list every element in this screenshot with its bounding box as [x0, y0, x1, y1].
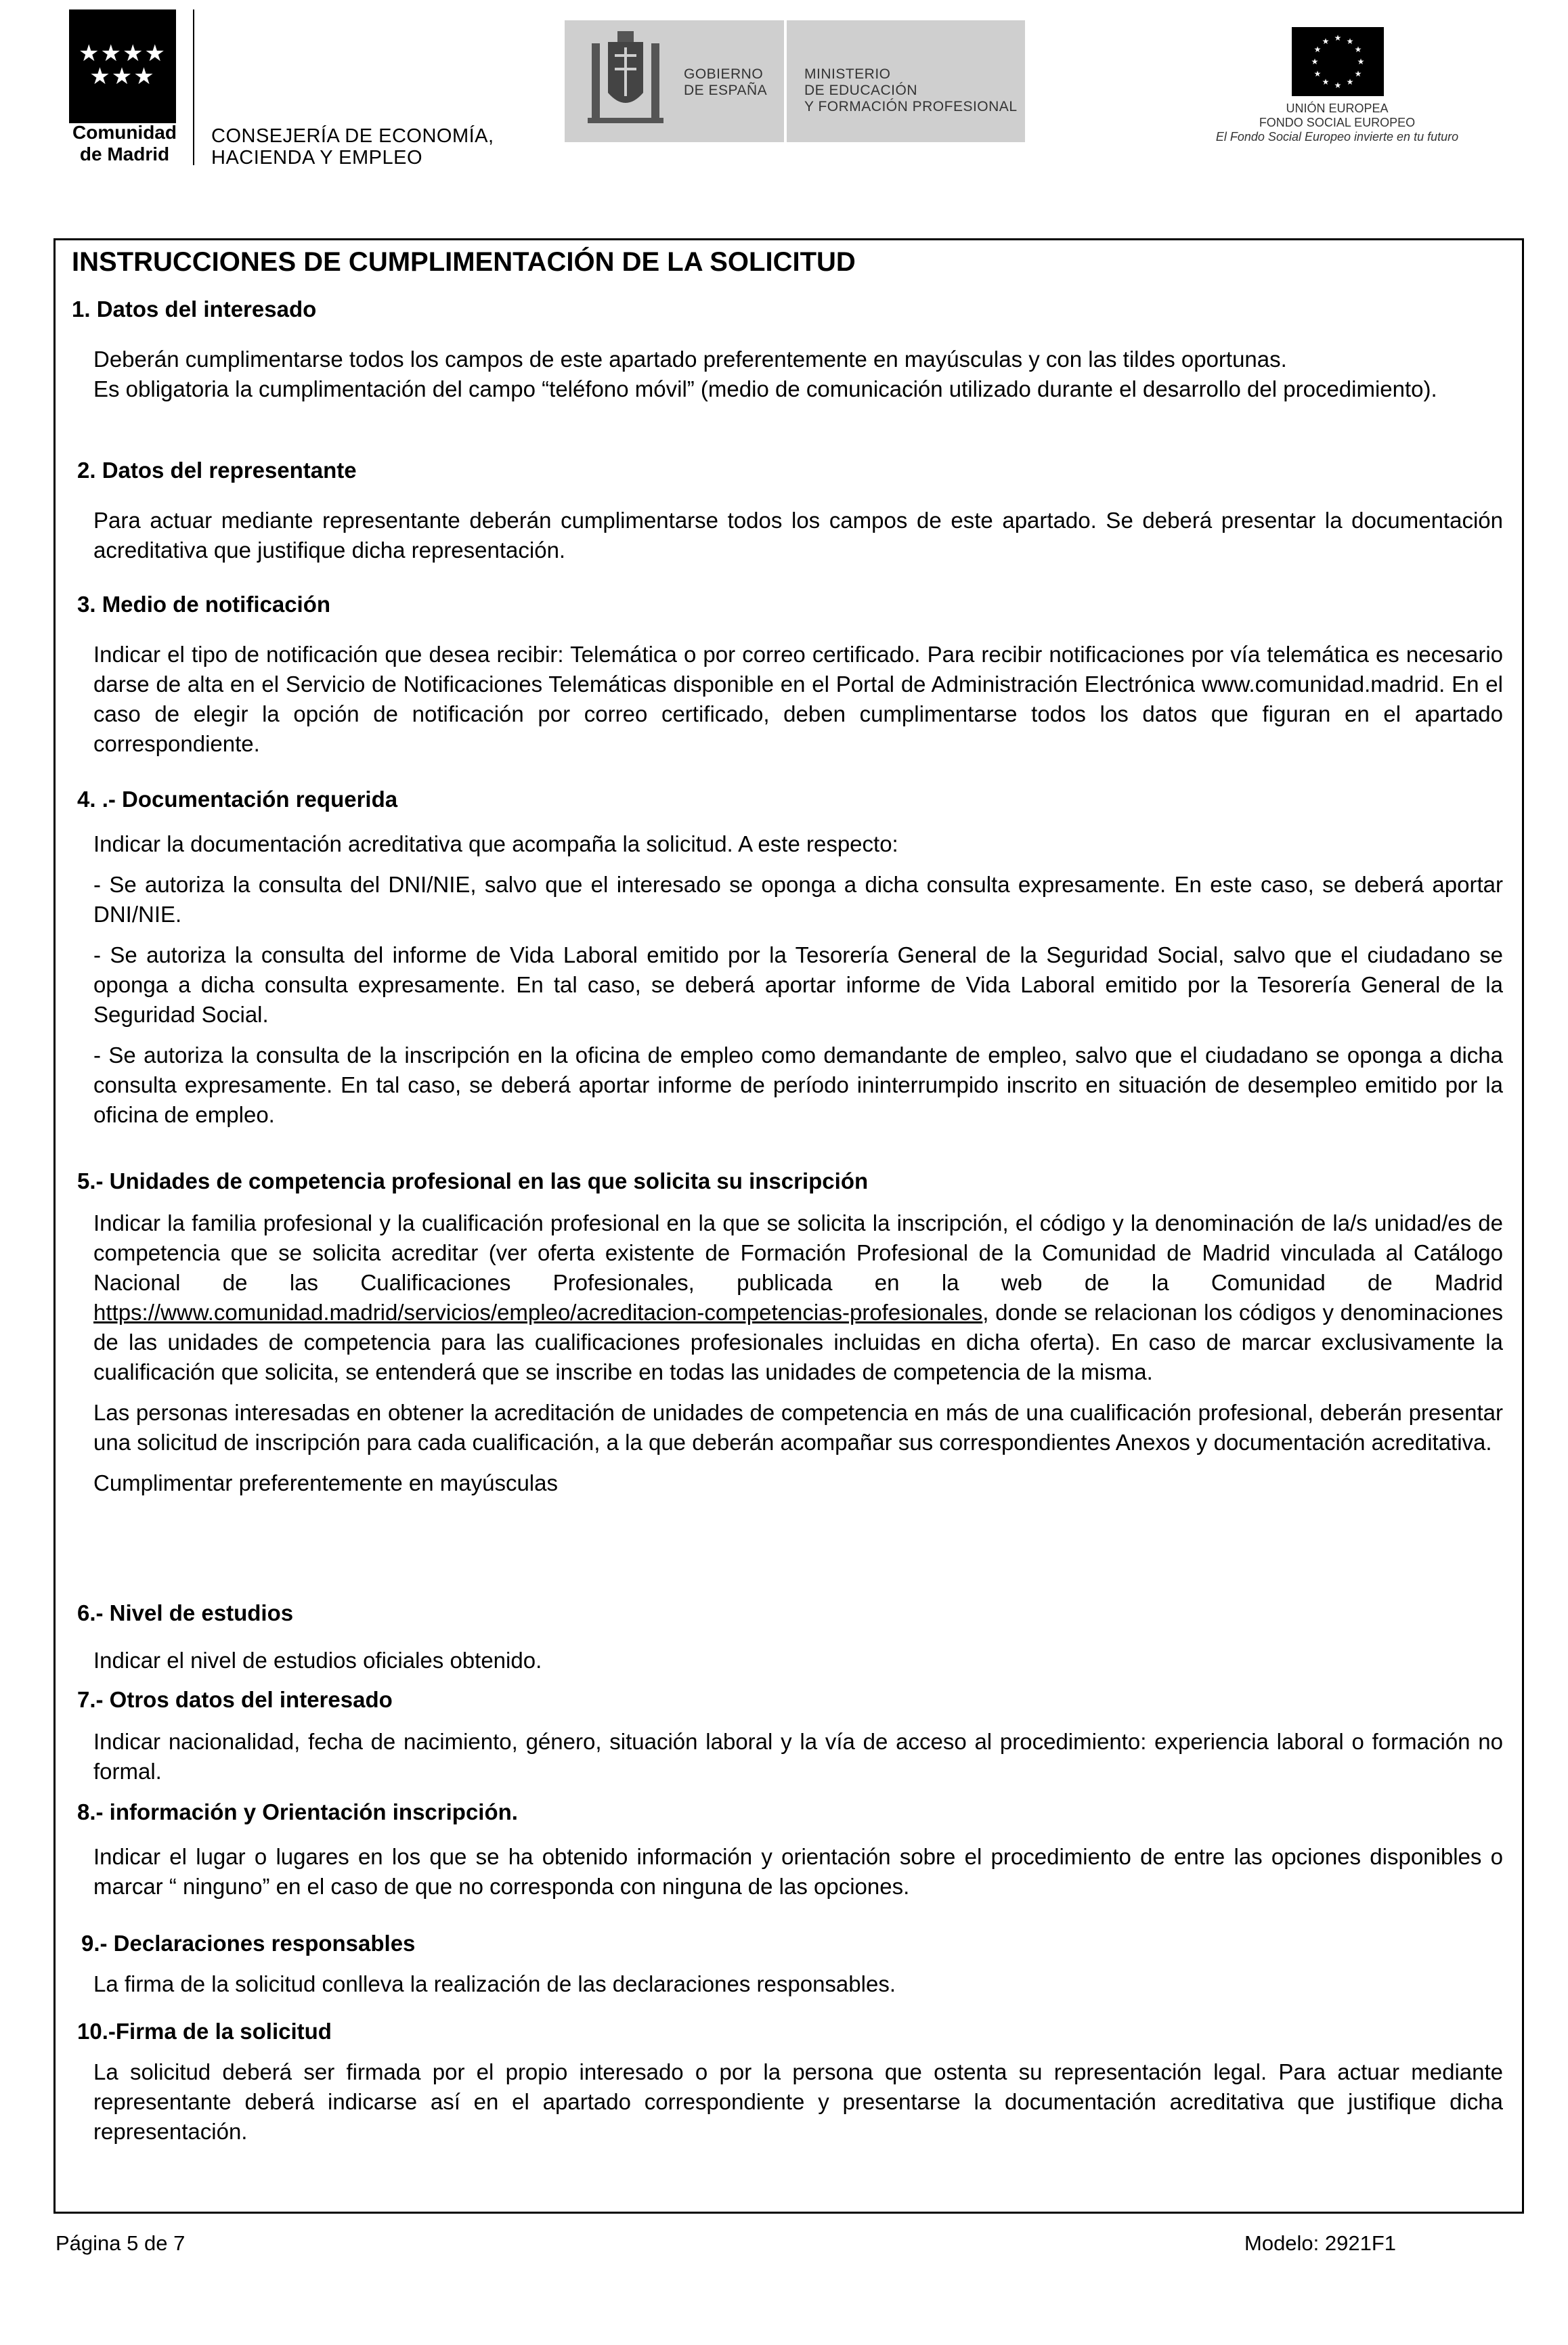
consejeria-line2: HACIENDA Y EMPLEO — [211, 147, 423, 169]
section-text: Para actuar mediante representante deberán cumplimentarse todos los campos de este apartado. Se deberá presentar la documentación acreditativa que justifique dicha representación. — [93, 508, 1503, 563]
section-text: Las personas interesadas en obtener la acreditación de unidades de competencia en más de una cualificación profesional, deberán presentar una solicitud de inscripción para cada cualificación, a la que deberán acompañar sus correspondientes Anexos y documentación acreditativa. — [93, 1400, 1503, 1455]
svg-text:★: ★ — [1346, 77, 1354, 87]
section-text: - Se autoriza la consulta del informe de Vida Laboral emitido por la Tesorería General de la Seguridad Social, salvo que el ciudadano se oponga a dicha consulta expresamente. En tal caso, se deberá aportar informe de Vida Laboral emitido por la Tesorería General de la Seguridad Social. — [93, 942, 1503, 1027]
section-nivel-estudios — [72, 1600, 1503, 1675]
section-text: Indicar la documentación acreditativa que acompaña la solicitud. A este respecto: — [93, 831, 898, 856]
svg-text:★: ★ — [1354, 69, 1362, 79]
header-divider — [193, 9, 194, 165]
coat-of-arms-icon — [588, 28, 663, 130]
svg-text:★: ★ — [1313, 45, 1322, 54]
section-text: Indicar nacionalidad, fecha de nacimiento, género, situación laboral y la vía de acceso al procedimiento: experiencia laboral o formación no formal. — [93, 1729, 1503, 1784]
consejeria-line1: CONSEJERÍA DE ECONOMÍA, — [211, 125, 494, 147]
section-unidades-competencia — [72, 1168, 1503, 1498]
svg-text:★: ★ — [1357, 57, 1365, 66]
section-heading: 5.- Unidades de competencia profesional en las que solicita su inscripción — [77, 1168, 869, 1193]
section-datos-interesado — [72, 296, 1503, 404]
section-text: Cumplimentar preferentemente en mayúsculas — [93, 1470, 558, 1495]
ministerio-line1: MINISTERIO — [804, 66, 891, 82]
section-text: Indicar el lugar o lugares en los que se ha obtenido información y orientación sobre el procedimiento de entre las opciones disponibles o marcar “ ninguno” en el caso de que no corresponda con ninguna de las opciones. — [93, 1844, 1503, 1899]
page-number: Página 5 de 7 — [56, 2231, 186, 2255]
section-text: La firma de la solicitud conlleva la realización de las declaraciones responsables. — [93, 1971, 896, 1996]
madrid-stars-icon: ★★★★ ★★★ — [79, 40, 167, 90]
model-code: Modelo: 2921F1 — [1244, 2231, 1397, 2255]
eu-text — [1212, 102, 1462, 144]
section-heading: 3. Medio de notificación — [77, 592, 331, 617]
section-otros-datos — [72, 1686, 1503, 1787]
section-datos-representante — [72, 457, 1503, 565]
ministerio-line2: DE EDUCACIÓN — [804, 83, 918, 98]
section-heading: 9.- Declaraciones responsables — [81, 1931, 416, 1956]
svg-text:★: ★ — [1313, 69, 1322, 79]
section-text: - Se autoriza la consulta del DNI/NIE, salvo que el interesado se oponga a dicha consulta expresamente. En este caso, se deberá aportar DNI/NIE. — [93, 872, 1503, 927]
comunidad-madrid-logo — [69, 9, 176, 123]
eu-line2: FONDO SOCIAL EUROPEO — [1259, 116, 1416, 129]
svg-text:★: ★ — [1322, 77, 1330, 87]
gobierno-line1: GOBIERNO — [684, 66, 764, 82]
banner-separator — [784, 20, 787, 142]
section-firma — [72, 2018, 1503, 2147]
section-heading: 1. Datos del interesado — [72, 297, 317, 322]
section-text: Es obligatoria la cumplimentación del campo “teléfono móvil” (medio de comunicación utilizado durante el desarrollo del procedimiento). — [93, 376, 1437, 401]
page-title: INSTRUCCIONES DE CUMPLIMENTACIÓN DE LA SOLICITUD — [72, 247, 856, 277]
ministerio-text — [804, 66, 1018, 115]
madrid-name-line2: de Madrid — [79, 144, 170, 165]
section-informacion-orientacion — [72, 1799, 1503, 1902]
svg-text:★: ★ — [1354, 45, 1362, 54]
catalogo-link[interactable]: https://www.comunidad.madrid/servicios/empleo/acreditacion-competencias-profesionales — [93, 1300, 983, 1325]
section-text: Indicar el tipo de notificación que desea recibir: Telemática o por correo certificado. Para recibir notificaciones por vía telemática es necesario darse de alta en el Servicio de Notificaciones Telemáticas disponible en el Portal de Administración Electrónica www.comunidad.madrid. En el caso de elegir la opción de notificación por correo certificado, deben cumplimentarse todos los datos que figuran en el apartado correspondiente. — [93, 642, 1503, 756]
madrid-name-line1: Comunidad — [72, 122, 177, 143]
svg-text:★: ★ — [1322, 37, 1330, 46]
section-text: La solicitud deberá ser firmada por el propio interesado o por la persona que ostenta su representación legal. Para actuar mediante representante deberá indicarse así en el apartado correspondiente y presentarse la documentación acreditativa que justifique dicha representación. — [93, 2059, 1503, 2144]
section-text — [72, 1208, 1503, 1387]
section-heading: 6.- Nivel de estudios — [77, 1600, 294, 1625]
gobierno-text — [684, 66, 767, 99]
instructions-frame — [53, 238, 1524, 2214]
text-fragment: , donde se relacionan los códigos y denominaciones de las unidades de competencia para las cualificaciones profesionales incluidas en dicha oferta). En caso de marcar exclusivamente la cualificación que solicita, se entenderá que se inscribe en todas las unidades de competencia de la misma. — [93, 1300, 1503, 1384]
ministerio-line3: Y FORMACIÓN PROFESIONAL — [804, 99, 1018, 114]
gobierno-line2: DE ESPAÑA — [684, 83, 768, 98]
svg-text:★: ★ — [1346, 37, 1354, 46]
section-heading: 8.- información y Orientación inscripción. — [77, 1799, 518, 1824]
section-heading: 2. Datos del representante — [77, 458, 357, 483]
section-documentacion — [72, 786, 1503, 1130]
section-medio-notificacion — [72, 591, 1503, 759]
section-declaraciones — [72, 1930, 1503, 1999]
section-text: Deberán cumplimentarse todos los campos de este apartado preferentemente en mayúsculas y con las tildes oportunas. — [93, 347, 1287, 372]
text-fragment: Indicar la familia profesional y la cualificación profesional en la que se solicita la inscripción, el código y la denominación de la/s unidad/es de competencia que se solicita acreditar (ver oferta existente de Formación Profesional de la Comunidad de Madrid vinculada al Catálogo Nacional de las Cualificaciones Profesionales, publicada en la web de la Comunidad de Madrid — [93, 1210, 1503, 1295]
section-text: Indicar el nivel de estudios oficiales obtenido. — [93, 1648, 542, 1673]
eu-flag-icon — [1292, 27, 1384, 96]
section-heading: 4. .- Documentación requerida — [77, 787, 398, 812]
svg-text:★: ★ — [1334, 81, 1342, 90]
section-heading: 7.- Otros datos del interesado — [77, 1687, 393, 1712]
consejeria-name — [211, 125, 494, 169]
eu-line1: UNIÓN EUROPEA — [1286, 102, 1389, 115]
madrid-name — [66, 122, 183, 165]
section-heading: 10.-Firma de la solicitud — [77, 2019, 332, 2044]
section-text: - Se autoriza la consulta de la inscripción en la oficina de empleo como demandante de empleo, salvo que el ciudadano se oponga a dicha consulta expresamente. En tal caso, se deberá aportar informe de período ininterrumpido inscrito en situación de desempleo emitido por la oficina de empleo. — [93, 1043, 1503, 1127]
svg-text:★: ★ — [1334, 33, 1342, 43]
eu-line3: El Fondo Social Europeo invierte en tu futuro — [1215, 130, 1459, 144]
svg-text:★: ★ — [1311, 57, 1319, 66]
